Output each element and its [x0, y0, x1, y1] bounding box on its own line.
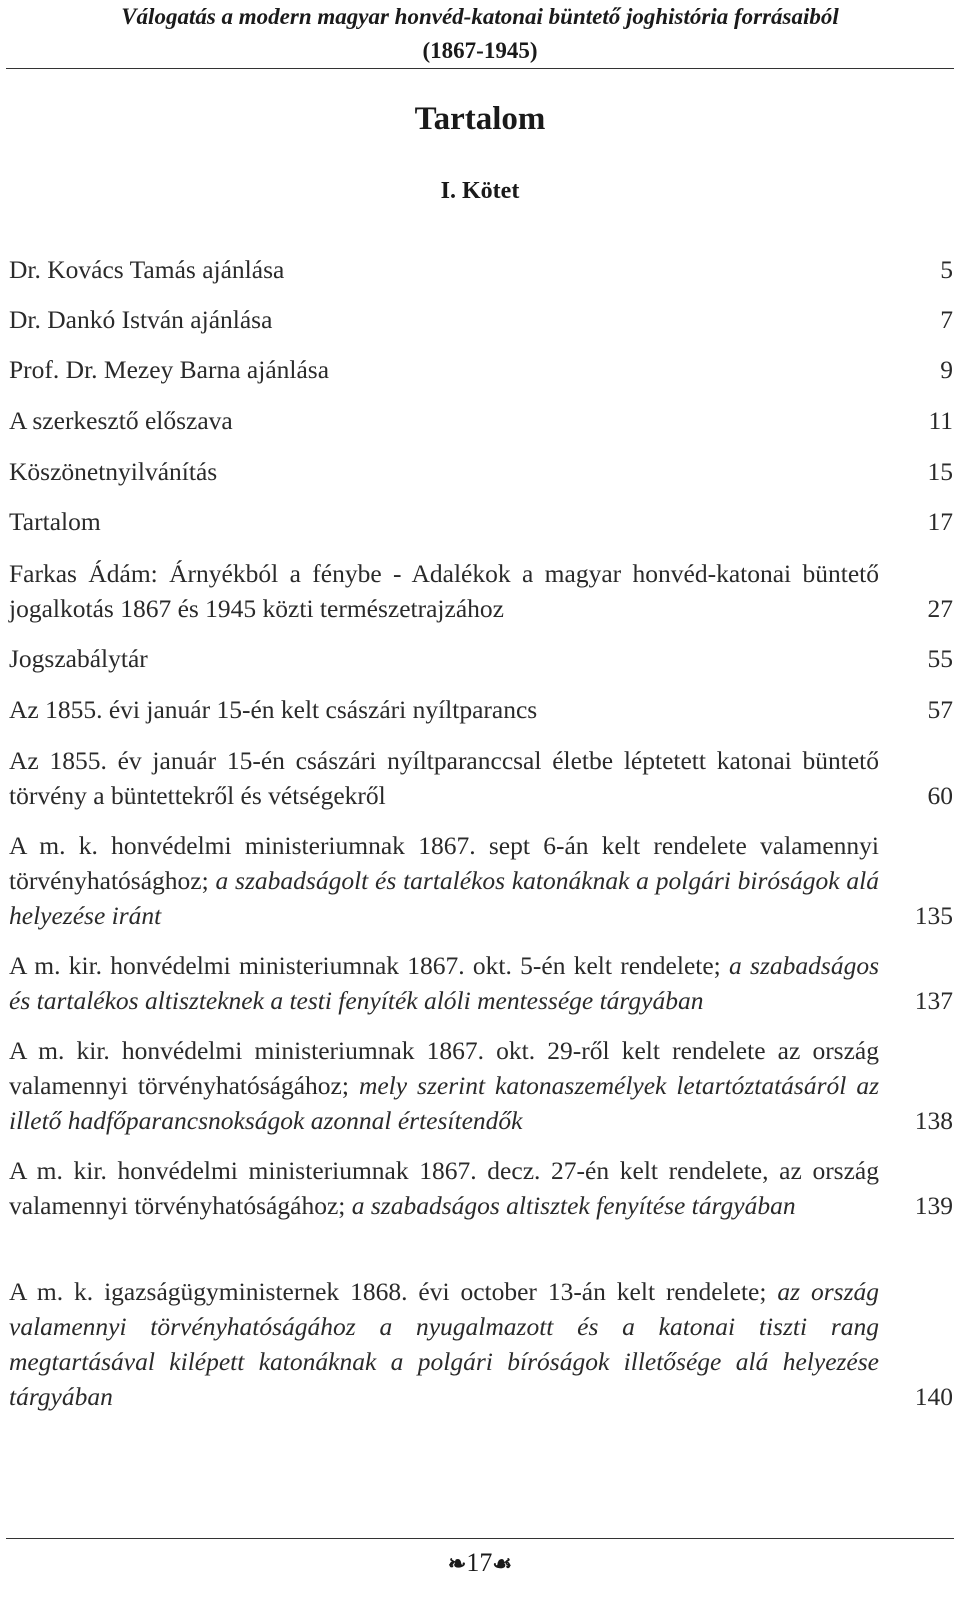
toc-entry-page: 135 [914, 901, 953, 930]
toc-entry-title: Dr. Dankó István ajánlása [9, 305, 273, 334]
toc-entry-text: A m. kir. honvédelmi ministeriumnak 1867. okt. 29-ről kelt rendelete az ország valamennyi törvényhatóságához; [9, 1036, 879, 1100]
toc-entry-title: Köszönetnyilvánítás [9, 457, 218, 486]
toc-entry-title: Az 1855. év január 15-én császári nyíltparanccsal életbe léptetett katonai büntető törvény a büntettekről és vétségekről [9, 746, 879, 810]
running-header [0, 0, 960, 68]
toc-entry-title: Az 1855. évi január 15-én kelt császári nyíltparancs [9, 695, 538, 724]
toc-entry-page: 7 [940, 305, 953, 334]
volume-heading: I. Kötet [440, 178, 520, 204]
toc-entry-page: 27 [927, 594, 953, 623]
header-title: Válogatás a modern magyar honvéd-katonai büntető joghistória forrásaiból [121, 4, 839, 29]
toc-entry-text: A m. k. honvédelmi ministeriumnak 1867. sept 6-án kelt rendelete valamennyi törvényhatósághoz; [9, 831, 879, 895]
toc-entry-title [9, 1153, 879, 1223]
toc-entry-page: 60 [927, 781, 953, 810]
toc-entry [9, 1033, 953, 1138]
toc-entry [9, 641, 953, 676]
fleuron-left-icon: ❧ [447, 1551, 467, 1576]
toc-entry-title: Jogszabálytár [9, 644, 148, 673]
toc-entry [9, 556, 953, 626]
toc-entry [9, 454, 953, 489]
toc-entry-page: 9 [940, 355, 953, 384]
toc-entry-page: 17 [927, 507, 953, 536]
toc-entry-text: A m. k. igazságügyministernek 1868. évi october 13-án kelt rendelete; [9, 1277, 767, 1306]
toc-entry [9, 1153, 953, 1223]
toc-entry [9, 1274, 953, 1414]
fleuron-right-icon: ☙ [492, 1551, 513, 1576]
page-footer [0, 1548, 960, 1578]
toc-entry-subject: a szabadságolt és tartalékos katonáknak a polgári biróságok alá helyezése iránt [9, 866, 879, 930]
toc-entry-title: Dr. Kovács Tamás ajánlása [9, 255, 285, 284]
toc-entry-subject: a szabadságos altisztek fenyítése tárgyában [351, 1191, 796, 1220]
toc-entry-subject: a szabadságos és tartalékos altiszteknek a testi fenyíték alóli mentessége tárgyában [9, 951, 879, 1015]
toc-entry [9, 504, 953, 539]
toc-entry-title [9, 1033, 879, 1138]
toc-entry [9, 743, 953, 813]
toc-entry-page: 140 [914, 1382, 953, 1411]
toc-entry [9, 252, 953, 287]
toc-entry-page: 57 [927, 695, 953, 724]
toc-entry [9, 692, 953, 727]
toc-entry-title: Tartalom [9, 507, 101, 536]
toc-entry-page: 137 [914, 986, 953, 1015]
toc-entry-title [9, 948, 879, 1018]
toc-entry [9, 403, 953, 438]
toc-entry-title: A szerkesztő előszava [9, 406, 233, 435]
toc-entry [9, 352, 953, 387]
toc-entry [9, 948, 953, 1018]
page-number: 17 [466, 1548, 493, 1577]
toc-entry-title: Prof. Dr. Mezey Barna ajánlása [9, 355, 330, 384]
header-divider [6, 68, 954, 69]
toc-entry-page: 139 [914, 1191, 953, 1220]
toc-entry-subject: mely szerint katonaszemélyek letartóztatásáról az illető hadfőparancsnokságok azonnal értesítendők [9, 1071, 880, 1135]
toc-entry-page: 5 [940, 255, 953, 284]
toc-entry-subject: az ország valamennyi törvényhatóságához a nyugalmazott és a katonai tiszti rang megtartásával kilépett katonáknak a polgári bíróságok illetősége alá helyezése tárgyában [9, 1277, 879, 1411]
toc-entry-title [9, 828, 879, 933]
toc-entry-page: 11 [928, 406, 953, 435]
toc-entry-page: 138 [914, 1106, 953, 1135]
footer-divider [6, 1538, 954, 1539]
toc-entry-page: 15 [927, 457, 953, 486]
toc-entry [9, 302, 953, 337]
toc-entry-page: 55 [927, 644, 953, 673]
toc-entry-title: Farkas Ádám: Árnyékból a fénybe - Adalékok a magyar honvéd-katonai büntető jogalkotás 1867 és 1945 közti természetrajzához [9, 559, 879, 623]
page-title: Tartalom [414, 101, 546, 137]
toc-entry [9, 828, 953, 933]
toc-entry-text: A m. kir. honvédelmi ministeriumnak 1867. okt. 5-én kelt rendelete; [9, 951, 721, 980]
header-years: (1867-1945) [422, 38, 538, 63]
toc-entry-text: A m. kir. honvédelmi ministeriumnak 1867. decz. 27-én kelt rendelete, az ország valamennyi törvényhatóságához; [9, 1156, 879, 1220]
toc-entry-title [9, 1274, 879, 1414]
